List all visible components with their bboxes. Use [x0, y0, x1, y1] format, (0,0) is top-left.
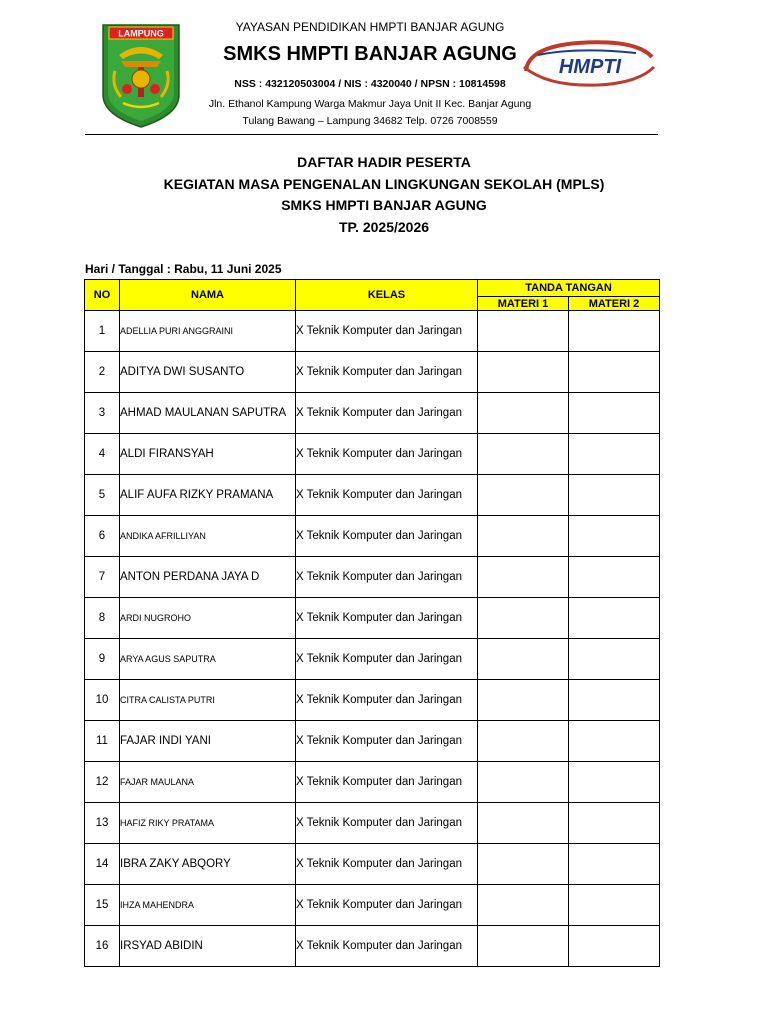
participant-class: X Teknik Komputer dan Jaringan [296, 516, 478, 557]
signature-materi-2-cell [569, 680, 660, 721]
participant-class: X Teknik Komputer dan Jaringan [296, 639, 478, 680]
table-row [85, 475, 660, 516]
svg-text:LAMPUNG: LAMPUNG [118, 28, 164, 39]
row-number: 14 [85, 844, 120, 885]
participant-name: ANTON PERDANA JAYA D [120, 557, 296, 598]
participant-name: ARYA AGUS SAPUTRA [120, 639, 296, 680]
participant-name: ADELLIA PURI ANGGRAINI [120, 311, 296, 352]
signature-materi-2-cell [569, 639, 660, 680]
document-subtitle-school: SMKS HMPTI BANJAR AGUNG [281, 197, 487, 213]
participant-name: ADITYA DWI SUSANTO [120, 352, 296, 393]
signature-materi-1-cell [478, 803, 569, 844]
row-number: 1 [85, 311, 120, 352]
participant-name: IBRA ZAKY ABQORY [120, 844, 296, 885]
attendance-rows [85, 311, 660, 967]
signature-materi-2-cell [569, 803, 660, 844]
document-subtitle-year: TP. 2025/2026 [338, 219, 430, 235]
participant-name: IHZA MAHENDRA [120, 885, 296, 926]
row-number: 16 [85, 926, 120, 967]
table-row [85, 516, 660, 557]
signature-materi-1-cell [478, 352, 569, 393]
svg-text:HMPTI: HMPTI [558, 56, 622, 78]
participant-class: X Teknik Komputer dan Jaringan [296, 926, 478, 967]
participant-name: ANDIKA AFRILLIYAN [120, 516, 296, 557]
signature-materi-2-cell [569, 762, 660, 803]
table-row [85, 311, 660, 352]
participant-name: HAFIZ RIKY PRATAMA [120, 803, 296, 844]
header-materi-2: MATERI 2 [569, 297, 660, 311]
participant-name: FAJAR INDI YANI [120, 721, 296, 762]
signature-materi-1-cell [478, 475, 569, 516]
row-number: 8 [85, 598, 120, 639]
table-row [85, 557, 660, 598]
signature-materi-2-cell [569, 557, 660, 598]
document-subtitle-activity: KEGIATAN MASA PENGENALAN LINGKUNGAN SEKOLAH (MPLS) [163, 176, 605, 192]
header-no: NO [85, 280, 120, 311]
table-row [85, 803, 660, 844]
row-number: 15 [85, 885, 120, 926]
table-row [85, 762, 660, 803]
signature-materi-1-cell [478, 516, 569, 557]
signature-materi-1-cell [478, 844, 569, 885]
participant-name: ALDI FIRANSYAH [120, 434, 296, 475]
signature-materi-2-cell [569, 885, 660, 926]
signature-materi-1-cell [478, 598, 569, 639]
signature-materi-2-cell [569, 311, 660, 352]
signature-materi-2-cell [569, 393, 660, 434]
row-number: 6 [85, 516, 120, 557]
table-row [85, 885, 660, 926]
signature-materi-1-cell [478, 639, 569, 680]
row-number: 10 [85, 680, 120, 721]
table-row [85, 844, 660, 885]
signature-materi-2-cell [569, 598, 660, 639]
school-codes: NSS : 432120503004 / NIS : 4320040 / NPSN : 10814598 [234, 78, 506, 90]
signature-materi-1-cell [478, 885, 569, 926]
table-row [85, 721, 660, 762]
signature-materi-2-cell [569, 434, 660, 475]
participant-class: X Teknik Komputer dan Jaringan [296, 844, 478, 885]
participant-class: X Teknik Komputer dan Jaringan [296, 475, 478, 516]
date-line: Hari / Tanggal : Rabu, 11 Juni 2025 [85, 262, 282, 276]
row-number: 5 [85, 475, 120, 516]
table-row [85, 598, 660, 639]
row-number: 2 [85, 352, 120, 393]
row-number: 3 [85, 393, 120, 434]
signature-materi-2-cell [569, 844, 660, 885]
header-materi-1: MATERI 1 [478, 297, 569, 311]
foundation-name: YAYASAN PENDIDIKAN HMPTI BANJAR AGUNG [235, 20, 505, 34]
signature-materi-1-cell [478, 762, 569, 803]
table-row [85, 926, 660, 967]
school-address: Jln. Ethanol Kampung Warga Makmur Jaya Unit II Kec. Banjar Agung [208, 98, 532, 110]
letterhead-divider [85, 134, 658, 135]
participant-class: X Teknik Komputer dan Jaringan [296, 885, 478, 926]
signature-materi-1-cell [478, 721, 569, 762]
signature-materi-2-cell [569, 475, 660, 516]
participant-class: X Teknik Komputer dan Jaringan [296, 803, 478, 844]
signature-materi-2-cell [569, 352, 660, 393]
signature-materi-1-cell [478, 557, 569, 598]
row-number: 12 [85, 762, 120, 803]
hmpti-logo [518, 37, 658, 95]
participant-class: X Teknik Komputer dan Jaringan [296, 557, 478, 598]
participant-class: X Teknik Komputer dan Jaringan [296, 721, 478, 762]
participant-class: X Teknik Komputer dan Jaringan [296, 434, 478, 475]
participant-name: ARDI NUGROHO [120, 598, 296, 639]
signature-materi-1-cell [478, 393, 569, 434]
attendance-table [84, 279, 660, 967]
table-row [85, 393, 660, 434]
participant-class: X Teknik Komputer dan Jaringan [296, 598, 478, 639]
row-number: 9 [85, 639, 120, 680]
header-tanda-tangan: TANDA TANGAN [478, 280, 660, 297]
participant-name: ALIF AUFA RIZKY PRAMANA [120, 475, 296, 516]
participant-class: X Teknik Komputer dan Jaringan [296, 311, 478, 352]
school-name: SMKS HMPTI BANJAR AGUNG [223, 43, 517, 65]
signature-materi-2-cell [569, 721, 660, 762]
participant-name: CITRA CALISTA PUTRI [120, 680, 296, 721]
signature-materi-2-cell [569, 926, 660, 967]
table-row [85, 434, 660, 475]
participant-class: X Teknik Komputer dan Jaringan [296, 352, 478, 393]
row-number: 7 [85, 557, 120, 598]
table-row [85, 639, 660, 680]
participant-class: X Teknik Komputer dan Jaringan [296, 762, 478, 803]
signature-materi-1-cell [478, 680, 569, 721]
signature-materi-1-cell [478, 926, 569, 967]
participant-name: FAJAR MAULANA [120, 762, 296, 803]
letterhead [0, 0, 768, 140]
header-kelas: KELAS [296, 280, 478, 311]
row-number: 13 [85, 803, 120, 844]
signature-materi-1-cell [478, 434, 569, 475]
participant-name: AHMAD MAULANAN SAPUTRA [120, 393, 296, 434]
table-row [85, 680, 660, 721]
header-nama: NAMA [120, 280, 296, 311]
lampung-emblem-logo [101, 23, 181, 129]
document-title: DAFTAR HADIR PESERTA [297, 154, 471, 170]
participant-class: X Teknik Komputer dan Jaringan [296, 393, 478, 434]
school-address-contact: Tulang Bawang – Lampung 34682 Telp. 0726 7008559 [242, 115, 498, 127]
row-number: 4 [85, 434, 120, 475]
signature-materi-1-cell [478, 311, 569, 352]
participant-class: X Teknik Komputer dan Jaringan [296, 680, 478, 721]
signature-materi-2-cell [569, 516, 660, 557]
participant-name: IRSYAD ABIDIN [120, 926, 296, 967]
row-number: 11 [85, 721, 120, 762]
table-row [85, 352, 660, 393]
